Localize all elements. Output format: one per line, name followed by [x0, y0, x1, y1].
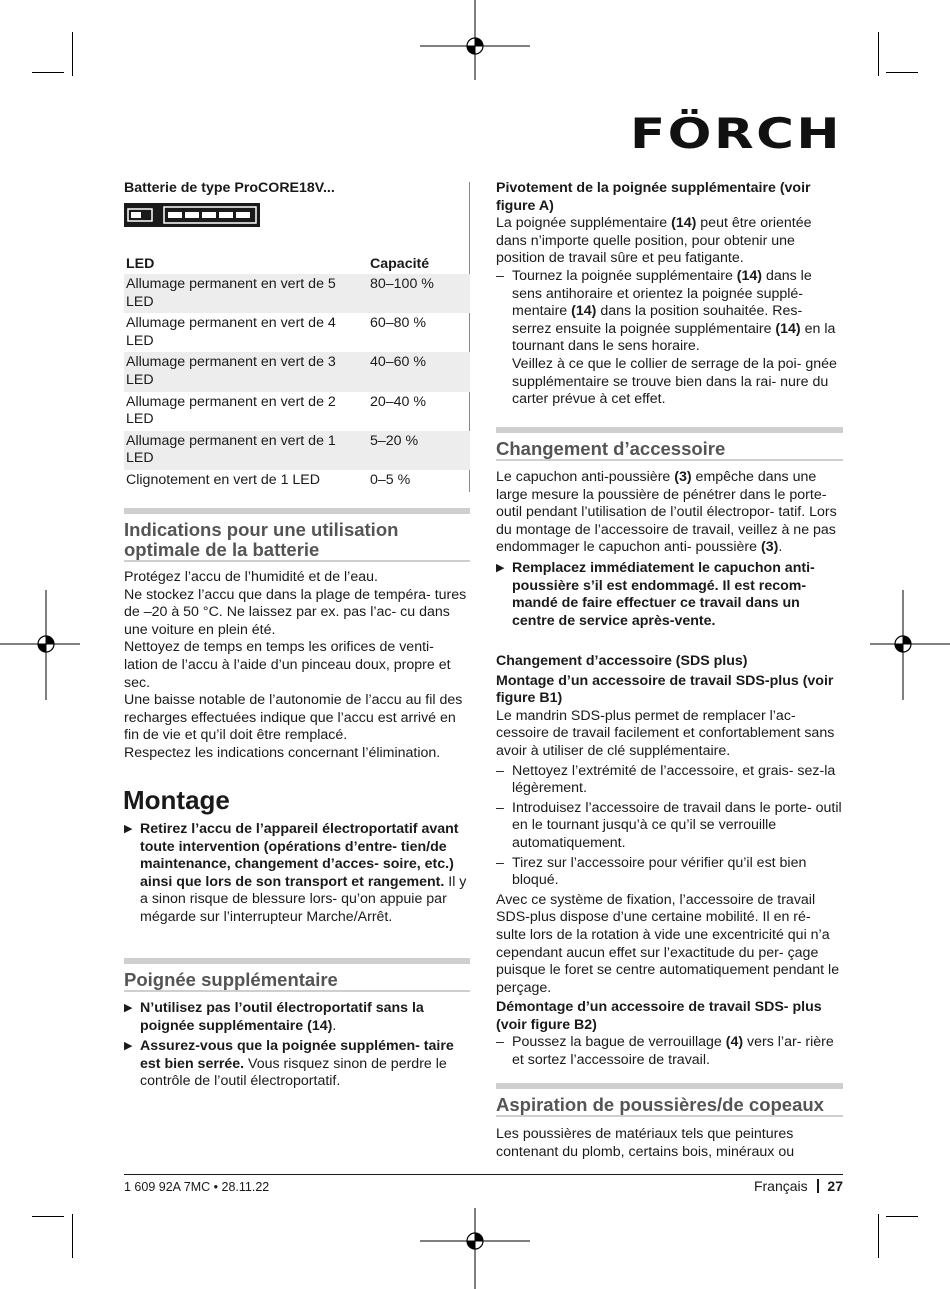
page-number: 27 [827, 1178, 843, 1194]
triangle-bullet-icon: ▶ [124, 823, 133, 835]
poignee-warnings: ▶ N’utilisez pas l’outil électroportatif sans la poignée supplémentaire (14). ▶ Assurez-vous que la poignée supplémen- taire est bien serrée. Vous risquez sinon de perdre le contrôle de l’outil électroportatif. [124, 1000, 454, 1090]
crop-mark [32, 1216, 64, 1217]
changement-body: Le capuchon anti-poussière (3) empêche dans une large mesure la poussière de pénétrer dans le porte-outil pendant l’utilisation de l’outil électropor- tatif. Lors du montage de l’accessoire de travail, veillez à ne pas endommager le capuchon anti- poussière (3). ▶ Remplacez immédiatement le capuchon anti- poussière s’il est endommagé. Il est recom- mandé de faire effectuer ce travail dans un centre de service après-vente. [496, 469, 837, 629]
crop-mark [886, 1216, 918, 1217]
brand-logo [628, 104, 844, 166]
registration-mark-icon [420, 1198, 530, 1289]
crop-mark [32, 72, 64, 73]
battery-type-title: Batterie de type ProCORE18V... [124, 180, 335, 196]
aspiration-body: Les poussières de matériaux tels que peintures contenant du plomb, certains bois, minéraux ou [496, 1126, 795, 1160]
footer-language: Français [753, 1178, 808, 1194]
crop-mark [72, 1214, 73, 1258]
pivot-heading: Pivotement de la poignée supplémentaire (voir figure A) [496, 180, 811, 214]
crop-mark [878, 32, 879, 76]
table-header-led: LED [126, 256, 155, 273]
led-capacity-table [124, 252, 470, 492]
table-row: Allumage permanent en vert de 5 LED 80–100 % [124, 274, 470, 313]
pivot-section: Pivotement de la poignée supplémentaire (voir figure A) La poignée supplémentaire (14) peut être orientée dans n’importe quelle position, pour obtenir une position de travail sûre et peu fatigante. – Tournez la poignée supplémentaire (14) dans le sens antihoraire et orientez la poignée supplé- mentaire (14) dans la position souhaitée. Res- serrez ensuite la poignée supplémentaire (14) en la tournant dans le sens horaire. Veillez à ce que le collier de serrage de la poi- gnée supplémentaire se trouve bien dans la rai- nure du carter prévue à cet effet. [496, 180, 843, 409]
indications-body: Protégez l’accu de l’humidité et de l’eau. Ne stockez l’accu que dans la plage de tempéra- tures de –20 à 50 °C. Ne laissez par ex. pas l’ac- cu dans une voiture en plein été. Nettoyez de temps en temps les orifices de venti- lation de l’accu à l’aide d’un pinceau doux, propre et sec. Une baisse notable de l’autonomie de l’accu au fil des recharges effectuées indique que l’accu est arrivé en fin de vie et qu’il doit être remplacé. Respectez les indications concernant l’élimination. [124, 569, 467, 761]
crop-mark [886, 72, 918, 73]
section-heading-indications: Indications pour une utilisation optimale de la batterie [124, 508, 470, 564]
section-heading-aspiration: Aspiration de poussières/de copeaux [496, 1083, 843, 1117]
table-row: Allumage permanent en vert de 4 LED 60–80 % [126, 315, 427, 349]
footer-page-info [700, 1178, 843, 1194]
montage-warning: ▶ Retirez l’accu de l’appareil électroportatif avant toute intervention (opérations d’entre- tien/de maintenance, changement d’acces- soire, etc.) ainsi que lors de son transport et rangement. Il y a sinon risque de blessure lors- qu’on appuie par mégarde sur l’interrupteur Marche/Arrêt. [124, 821, 467, 925]
crop-mark [72, 32, 73, 76]
svg-text:FÖRCH: FÖRCH [630, 109, 803, 158]
table-header-capacity: Capacité [370, 256, 430, 273]
section-heading-poignee: Poignée supplémentaire [124, 958, 470, 992]
footer-rule [124, 1174, 843, 1175]
sds-subheading-dismount: Démontage d’un accessoire de travail SDS- plus (voir figure B2) [496, 999, 822, 1033]
triangle-bullet-icon: ▶ [124, 1002, 133, 1014]
sds-section: Changement d’accessoire (SDS plus) Montage d’un accessoire de travail SDS-plus (voir figure B1) Le mandrin SDS-plus permet de remplacer l’ac- cessoire de travail facilement et confortablement sans avoir à utiliser de clé supplémentaire. – Nettoyez l’extrémité de l’accessoire, et grais- sez-la légèrement. – Introduisez l’accessoire de travail dans le porte- outil en le tournant jusqu’à ce qu’il se verrouille automatiquement. – Tirez sur l’accessoire pour vérifier qu’il est bien bloqué. Avec ce système de fixation, l’accessoire de travail SDS-plus dispose d’une certaine mobilité. Il en ré- sulte lors de la rotation à vide une excentricité qui n’a cependant aucun effet sur l’exactitude du per- çage puisque le foret se centre automatiquement pendant le perçage. Démontage d’un accessoire de travail SDS- plus (voir figure B2) – Poussez la bague de verrouillage (4) vers l’ar- rière et sortez l’accessoire de travail. [496, 653, 842, 1069]
table-row: Allumage permanent en vert de 3 LED 40–60 % [124, 352, 470, 391]
section-heading-changement: Changement d’accessoire [496, 427, 843, 461]
sds-subheading-mount: Montage d’un accessoire de travail SDS-plus (voir figure B1) [496, 672, 834, 707]
registration-mark-icon [860, 590, 950, 700]
sds-heading: Changement d’accessoire (SDS plus) [496, 653, 748, 669]
registration-mark-icon [0, 590, 90, 700]
triangle-bullet-icon: ▶ [124, 1040, 133, 1053]
triangle-bullet-icon: ▶ [496, 561, 505, 574]
footer-doc-code: 1 609 92A 7MC • 28.11.22 [124, 1180, 270, 1194]
table-row: Clignotement en vert de 1 LED 0–5 % [126, 471, 411, 488]
crop-mark [878, 1214, 879, 1258]
registration-mark-icon [420, 0, 530, 90]
table-row: Allumage permanent en vert de 1 LED 5–20 % [124, 431, 470, 470]
table-row: Allumage permanent en vert de 2 LED 20–40 % [126, 393, 427, 428]
page-title-montage: Montage [123, 785, 230, 815]
battery-gauge-icon [124, 203, 260, 227]
